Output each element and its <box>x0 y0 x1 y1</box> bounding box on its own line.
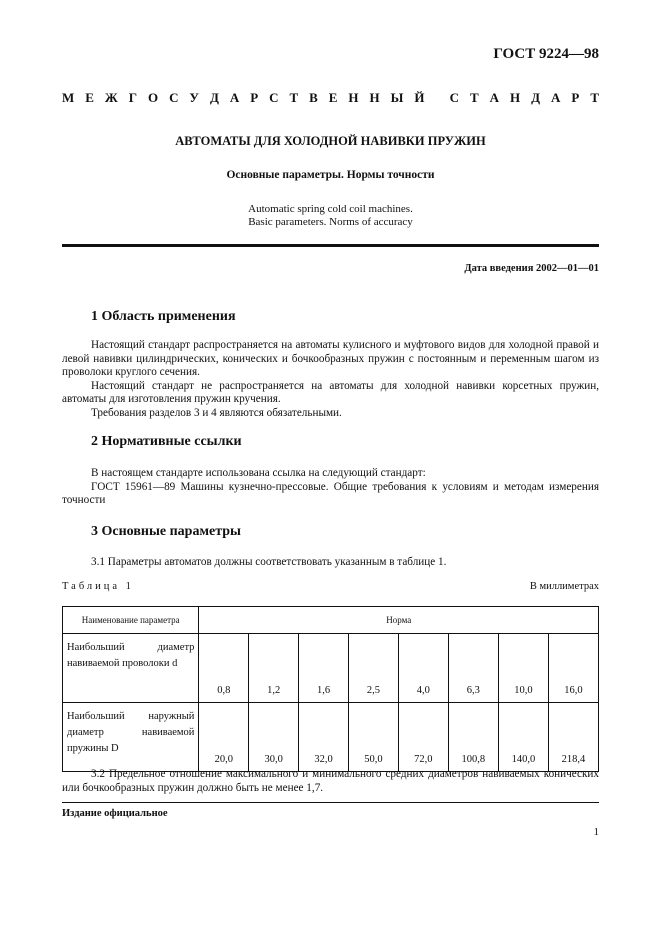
table-cell: 1,6 <box>299 634 349 703</box>
section-1-paragraph-3: Требования разделов 3 и 4 являются обязательными. <box>91 406 342 419</box>
table-cell: 1,2 <box>249 634 299 703</box>
interstate-letter: Е <box>85 90 94 105</box>
table-header-name: Наименование параметра <box>63 607 199 634</box>
section-1-heading: 1 Область применения <box>91 309 236 324</box>
page-number: 1 <box>593 826 599 838</box>
interstate-letter: А <box>551 90 561 105</box>
table-header-norm: Норма <box>199 607 599 634</box>
section-2-paragraph-2: ГОСТ 15961—89 Машины кузнечно-прессовые. Общие требования к условиям и методам измерения точности <box>62 480 599 507</box>
interstate-letter <box>435 90 438 106</box>
interstate-letter: Ж <box>104 90 118 105</box>
table-row <box>63 634 599 703</box>
parameters-table <box>62 606 599 772</box>
interstate-letter: Е <box>328 90 338 105</box>
table-row <box>63 703 599 772</box>
interstate-letter: Т <box>590 90 599 105</box>
table-cell: 20,0 <box>199 703 249 772</box>
interstate-letter: Т <box>289 90 299 105</box>
introduction-date: Дата введения 2002—01—01 <box>464 263 599 274</box>
gost-number: ГОСТ 9224—98 <box>493 46 599 62</box>
table-cell: 2,5 <box>349 634 399 703</box>
interstate-letter: М <box>62 90 75 105</box>
interstate-standard-banner <box>62 90 599 106</box>
interstate-letter: Н <box>348 90 359 105</box>
official-edition-label: Издание официальное <box>62 808 168 819</box>
section-2-paragraph-1: В настоящем стандарте использована ссылка на следующий стандарт: <box>91 467 426 479</box>
interstate-letter: С <box>169 90 179 105</box>
interstate-letter: О <box>147 90 159 105</box>
interstate-letter: А <box>229 90 240 105</box>
english-title-line1: Automatic spring cold coil machines. <box>248 203 413 215</box>
section-3-paragraph-1-text: 3.1 Параметры автоматов должны соответствовать указанным в таблице 1. <box>91 556 447 568</box>
table-row-name: Наибольший наружный диаметр навиваемой пружины D <box>63 703 199 772</box>
table-cell: 4,0 <box>398 634 448 703</box>
table-units: В миллиметрах <box>529 581 599 592</box>
interstate-letter: Р <box>250 90 259 105</box>
table-cell: 16,0 <box>548 634 598 703</box>
table-cell: 50,0 <box>349 703 399 772</box>
table-label: Таблица 1 <box>62 581 134 592</box>
header-rule <box>62 244 599 247</box>
table-row-name: Наибольший диаметр навиваемой проволоки d <box>63 634 199 703</box>
interstate-letter: Г <box>128 90 137 105</box>
section-3-paragraph-2 <box>62 768 599 795</box>
table-cell: 10,0 <box>498 634 548 703</box>
table-cell: 0,8 <box>199 634 249 703</box>
table-cell: 32,0 <box>299 703 349 772</box>
table-cell: 218,4 <box>548 703 598 772</box>
english-title <box>0 203 661 229</box>
interstate-letter: Д <box>531 90 541 105</box>
interstate-letter: Д <box>209 90 219 105</box>
interstate-letter: Ы <box>390 90 404 105</box>
table-cell: 140,0 <box>498 703 548 772</box>
section-1-paragraph-2: Настоящий стандарт не распространяется на автоматы для холодной навивки корсетных пружин, автоматы для изготовления пружин кручения. <box>62 379 599 406</box>
table-header-row <box>63 607 599 634</box>
section-1-body <box>62 339 599 421</box>
interstate-letter: Р <box>571 90 580 105</box>
section-2-body <box>62 467 599 508</box>
interstate-letter: С <box>269 90 279 105</box>
footer-rule <box>62 802 599 803</box>
table-cell: 72,0 <box>398 703 448 772</box>
document-subtitle: Основные параметры. Нормы точности <box>226 169 435 181</box>
interstate-letter: Й <box>414 90 425 105</box>
section-2-heading: 2 Нормативные ссылки <box>91 434 242 449</box>
table-cell: 100,8 <box>448 703 498 772</box>
interstate-letter: Н <box>369 90 380 105</box>
document-title: АВТОМАТЫ ДЛЯ ХОЛОДНОЙ НАВИВКИ ПРУЖИН <box>175 134 486 148</box>
interstate-letter: У <box>189 90 199 105</box>
interstate-letter: С <box>449 90 460 105</box>
section-3-heading: 3 Основные параметры <box>91 524 241 539</box>
table-cell: 30,0 <box>249 703 299 772</box>
interstate-letter: А <box>489 90 500 105</box>
interstate-letter: Т <box>470 90 479 105</box>
section-3-paragraph-1 <box>62 556 599 570</box>
english-title-line2: Basic parameters. Norms of accuracy <box>248 216 413 228</box>
interstate-letter: В <box>309 90 318 105</box>
section-1-paragraph-1: Настоящий стандарт распространяется на автоматы кулисного и муфтового видов для холодной правой и левой навивки цилиндрических, конических и бочкообразных пружин с постоянным и переменным шагом из проволоки круглого сечения. <box>62 339 599 379</box>
table-cell: 6,3 <box>448 634 498 703</box>
interstate-letter: Н <box>510 90 521 105</box>
section-3-paragraph-2-text: 3.2 Предельное отношение максимального и минимального средних диаметров навиваемых конических или бочкообразных пружин должно быть не менее 1,7. <box>62 768 599 794</box>
